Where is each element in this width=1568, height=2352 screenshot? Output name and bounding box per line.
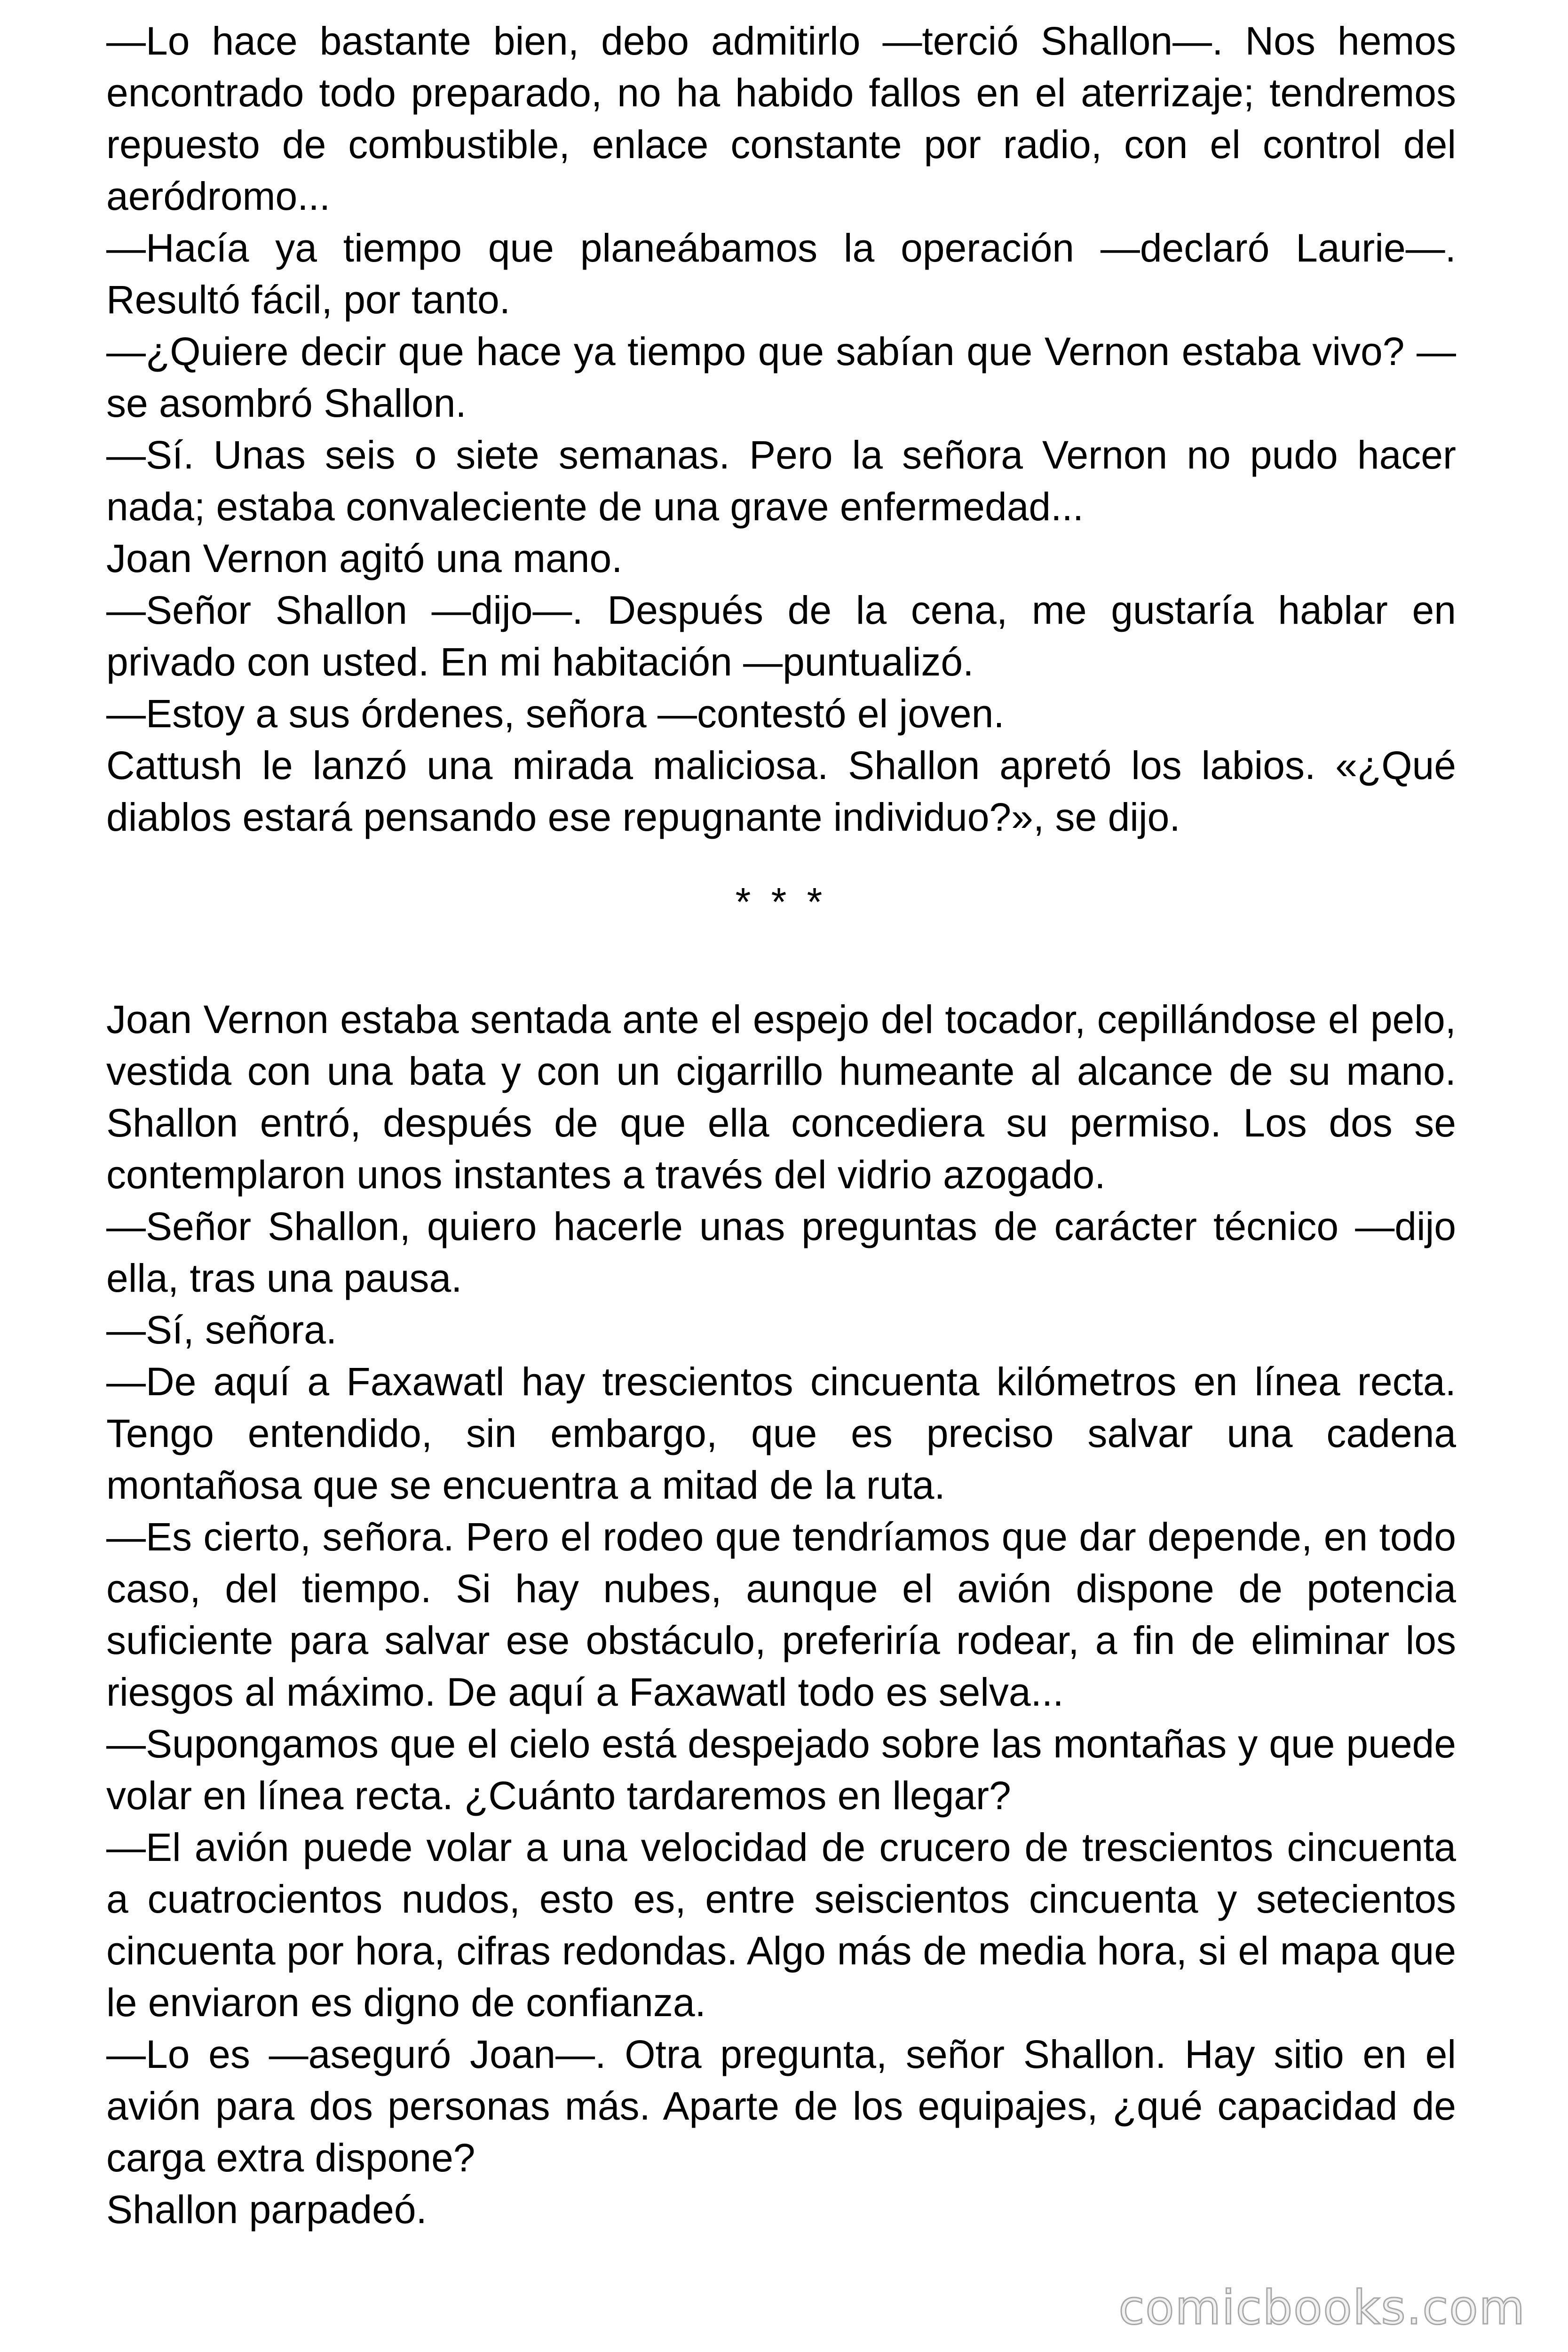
section-after-break [106, 993, 1456, 2235]
paragraph: —Señor Shallon, quiero hacerle unas preguntas de carácter técnico —dijo ella, tras una pausa. [106, 1204, 1456, 1300]
paragraph: —Hacía ya tiempo que planeábamos la operación —declaró Laurie—. Resultó fácil, por tanto. [106, 226, 1456, 322]
paragraph: Shallon parpadeó. [106, 2187, 427, 2232]
paragraph: —Lo hace bastante bien, debo admitirlo —terció Shallon—. Nos hemos encontrado todo preparado, no ha habido fallos en el aterrizaje; tendremos repuesto de combustible, enlace constante por radio, con el control del aeródromo... [106, 19, 1456, 218]
paragraph: —Sí. Unas seis o siete semanas. Pero la señora Vernon no pudo hacer nada; estaba convaleciente de una grave enfermedad... [106, 433, 1456, 529]
watermark: comicbooks.com [1118, 2280, 1526, 2335]
paragraph: Cattush le lanzó una mirada maliciosa. Shallon apretó los labios. «¿Qué diablos estará pensando ese repugnante individuo?», se dijo. [106, 743, 1456, 839]
paragraph: —¿Quiere decir que hace ya tiempo que sabían que Vernon estaba vivo? —se asombró Shallon. [106, 329, 1456, 425]
paragraph: —Sí, señora. [106, 1308, 337, 1352]
paragraph: —Lo es —aseguró Joan—. Otra pregunta, señor Shallon. Hay sitio en el avión para dos personas más. Aparte de los equipajes, ¿qué capacidad de carga extra dispone? [106, 2032, 1456, 2180]
paragraph: Joan Vernon estaba sentada ante el espejo del tocador, cepillándose el pelo, vestida con una bata y con un cigarrillo humeante al alcance de su mano. Shallon entró, después de que ella concediera su permiso. Los dos se contemplaron unos instantes a través del vidrio azogado. [106, 997, 1456, 1197]
book-page [106, 15, 1456, 2235]
paragraph: —Es cierto, señora. Pero el rodeo que tendríamos que dar depende, en todo caso, del tiempo. Si hay nubes, aunque el avión dispone de potencia suficiente para salvar ese obstáculo, preferiría rodear, a fin de eliminar los riesgos al máximo. De aquí a Faxawatl todo es selva... [106, 1515, 1456, 1714]
paragraph: Joan Vernon agitó una mano. [106, 536, 623, 580]
scene-break: * * * [735, 880, 827, 924]
paragraph: —Supongamos que el cielo está despejado sobre las montañas y que puede volar en línea recta. ¿Cuánto tardaremos en llegar? [106, 1722, 1456, 1818]
paragraph: —Señor Shallon —dijo—. Después de la cena, me gustaría hablar en privado con usted. En mi habitación —puntualizó. [106, 588, 1456, 684]
paragraph: —Estoy a sus órdenes, señora —contestó el joven. [106, 691, 1005, 736]
paragraph: —De aquí a Faxawatl hay trescientos cincuenta kilómetros en línea recta. Tengo entendido, sin embargo, que es preciso salvar una cadena montañosa que se encuentra a mitad de la ruta. [106, 1359, 1456, 1507]
paragraph: —El avión puede volar a una velocidad de crucero de trescientos cincuenta a cuatrocientos nudos, esto es, entre seiscientos cincuenta y setecientos cincuenta por hora, cifras redondas. Algo más de media hora, si el mapa que le enviaron es digno de confianza. [106, 1825, 1456, 2025]
section-before-break [106, 15, 1456, 843]
